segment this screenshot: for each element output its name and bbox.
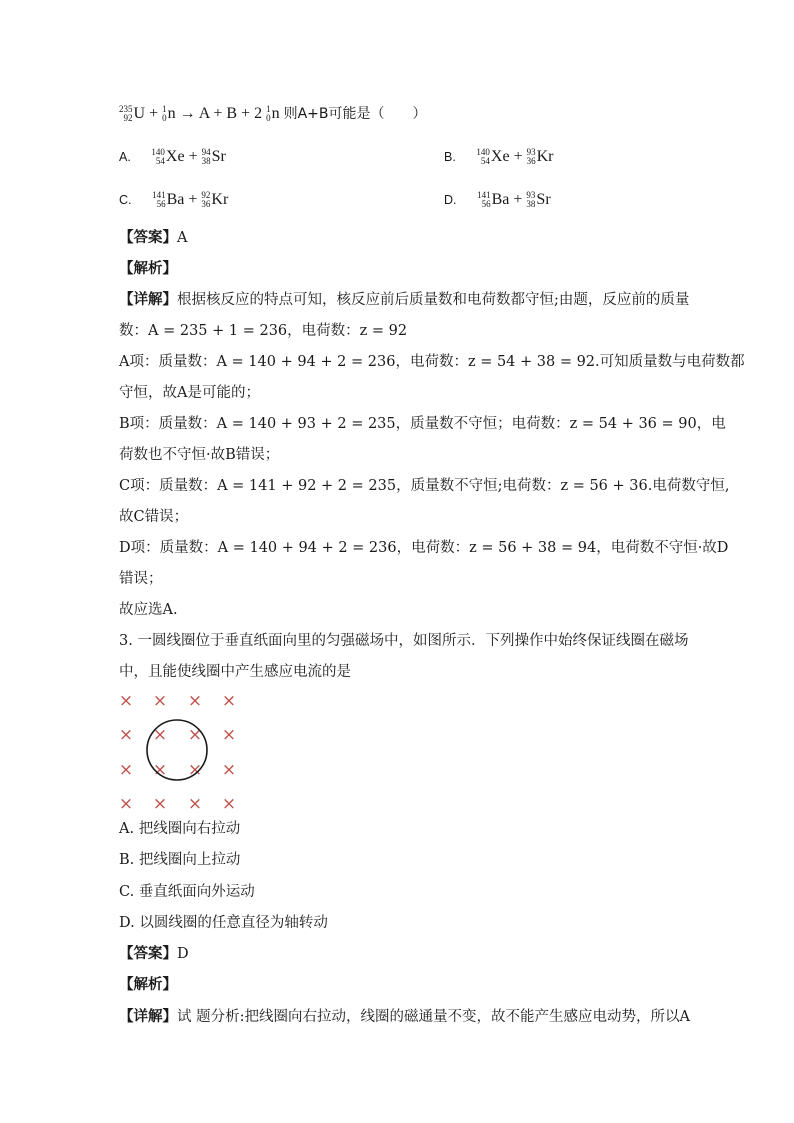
q2-detail-line-2: A项：质量数：A = 140 + 94 + 2 = 236，电荷数：z = 54 + 38 = 92.可知质量数与电荷数都 [119, 354, 745, 370]
isotope-n2: 1 0 [266, 104, 271, 124]
q2-option-a: A. 140 54 Xe + 94 38 Sr [119, 147, 226, 167]
coil-circle [147, 720, 207, 780]
field-cross: × [221, 725, 237, 745]
q2-detail-line-3: 守恒，故A是可能的； [119, 385, 260, 401]
q2-detail-line-6: C项：质量数：A = 141 + 92 + 2 = 235，质量数不守恒;电荷数：z = 56 + 36.电荷数守恒, [119, 478, 730, 494]
isotope-n1: 1 0 [162, 104, 167, 124]
q3-answer: 【答案】D [119, 945, 189, 962]
field-cross: × [221, 794, 237, 810]
field-cross: × [221, 760, 237, 780]
q3-option-a: A. 把线圈向右拉动 [119, 821, 241, 837]
field-cross: × [187, 794, 203, 810]
q2-detail-line-10: 故应选A. [119, 602, 178, 618]
q3-option-c: C. 垂直纸面向外运动 [119, 884, 255, 900]
field-cross: × [221, 691, 237, 711]
q3-option-d: D. 以圆线圈的任意直径为轴转动 [119, 915, 328, 931]
q2-analysis-heading: 【解析】 [119, 260, 177, 277]
field-cross: × [152, 725, 168, 745]
q3-analysis-heading: 【解析】 [119, 976, 177, 993]
q3-detail-line-0: 【详解】试 题分析:把线圈向右拉动，线圈的磁通量不变，故不能产生感应电动势，所以A [119, 1008, 690, 1025]
q2-detail-line-7: 故C错误； [119, 509, 189, 525]
field-cross: × [187, 691, 203, 711]
isotope-u: 235 92 [119, 104, 133, 124]
q2-detail-line-1: 数：A = 235 + 1 = 236，电荷数：z = 92 [119, 323, 408, 339]
magnetic-field-figure [115, 690, 245, 810]
q2-detail-line-8: D项：质量数：A = 140 + 94 + 2 = 236，电荷数：z = 56 + 38 = 94，电荷数不守恒·故D [119, 540, 729, 556]
q2-detail-line-4: B项：质量数：A = 140 + 93 + 2 = 235，质量数不守恒；电荷数：z = 54 + 36 = 90，电 [119, 416, 726, 432]
q3-stem-line-0: 3. 一圆线圈位于垂直纸面向里的匀强磁场中，如图所示．下列操作中始终保证线圈在磁场 [119, 633, 689, 649]
q2-detail-line-0: 【详解】根据核反应的特点可知，核反应前后质量数和电荷数都守恒;由题，反应前的质量 [119, 291, 690, 308]
q2-detail-line-5: 荷数也不守恒·故B错误； [119, 447, 280, 463]
q2-option-d: D. 141 56 Ba + 93 38 Sr [444, 190, 551, 210]
q3-stem-line-1: 中，且能使线圈中产生感应电流的是 [119, 664, 351, 680]
field-cross: × [118, 725, 134, 745]
field-cross: × [187, 725, 203, 745]
q2-option-c: C. 141 56 Ba + 92 36 Kr [119, 190, 229, 210]
q2-detail-line-9: 错误； [119, 571, 163, 587]
field-cross: × [152, 794, 168, 810]
field-cross: × [118, 760, 134, 780]
field-cross: × [118, 691, 134, 711]
q2-option-b: B. 140 54 Xe + 93 36 Kr [444, 147, 554, 167]
field-cross: × [187, 760, 203, 780]
q2-answer: 【答案】A [119, 229, 188, 246]
field-cross: × [118, 794, 134, 810]
q3-option-b: B. 把线圈向上拉动 [119, 852, 241, 868]
field-cross: × [152, 691, 168, 711]
field-cross: × [152, 760, 168, 780]
q2-equation: 235 92 U + 1 0 n → A + B + 2 1 0 n 则A+B可能是（ ） [119, 104, 427, 124]
